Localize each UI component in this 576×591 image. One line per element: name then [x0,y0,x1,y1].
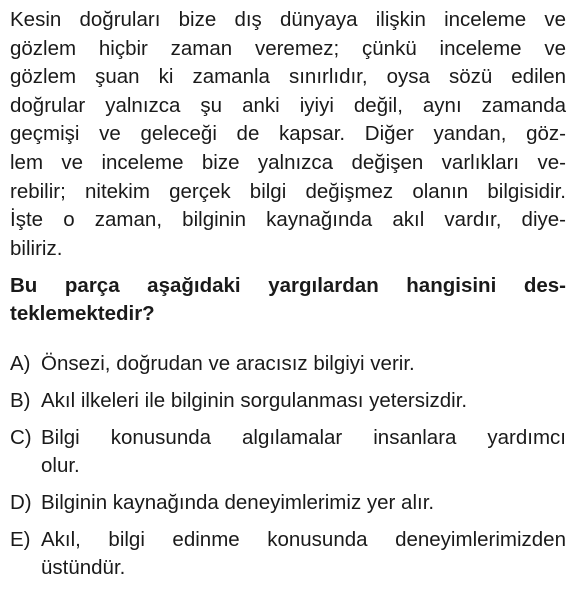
passage-line: Kesin doğruları bize dış dünyaya ilişkin inceleme ve [10,8,566,31]
option-b[interactable] [10,387,566,415]
passage-line: lem ve inceleme bize yalnızca değişen varlıkları ve- [10,150,566,174]
option-line: olur. [41,454,80,478]
passage-line: rebilir; nitekim gerçek bilgi değişmez olanın bilgisidir. [10,179,566,203]
question-prompt [10,272,566,328]
option-text [41,526,566,582]
option-letter: B) [10,389,31,413]
passage-line: geçmişi ve geleceği de kapsar. Diğer yandan, göz- [10,122,566,146]
answer-options [10,350,566,582]
option-letter: D) [10,491,32,515]
option-line: Akıl, bilgi edinme konusunda deneyimlerimizden [41,528,566,552]
passage-line: gözlem hiçbir zaman veremez; çünkü inceleme ve [10,36,566,60]
option-line: Bilgi konusunda algılamalar insanlara yardımcı [41,426,566,450]
option-text [41,387,566,415]
option-text [41,424,566,480]
option-letter: E) [10,528,31,552]
question-page [10,6,566,591]
option-c[interactable] [10,424,566,480]
passage-line: doğrular yalnızca şu anki iyiyi değil, aynı zamanda [10,93,566,117]
option-e[interactable] [10,526,566,582]
option-letter: A) [10,352,31,376]
option-letter: C) [10,426,32,450]
passage-text [10,6,566,263]
option-line: Akıl ilkeleri ile bilginin sorgulanması yetersizdir. [41,389,468,413]
option-a[interactable] [10,350,566,378]
option-text [41,350,566,378]
option-d[interactable] [10,489,566,517]
question-line: Bu parça aşağıdaki yargılardan hangisini des- [10,274,566,298]
passage-line: biliriz. [10,236,63,260]
option-line: üstündür. [41,556,126,580]
option-line: Bilginin kaynağında deneyimlerimiz yer alır. [41,491,435,515]
passage-line: İşte o zaman, bilginin kaynağında akıl vardır, diye- [10,208,566,232]
option-text [41,489,566,517]
question-line: teklemektedir? [10,302,155,326]
passage-line: gözlem şuan ki zamanla sınırlıdır, oysa sözü edilen [10,65,566,89]
option-line: Önsezi, doğrudan ve aracısız bilgiyi verir. [41,352,415,376]
